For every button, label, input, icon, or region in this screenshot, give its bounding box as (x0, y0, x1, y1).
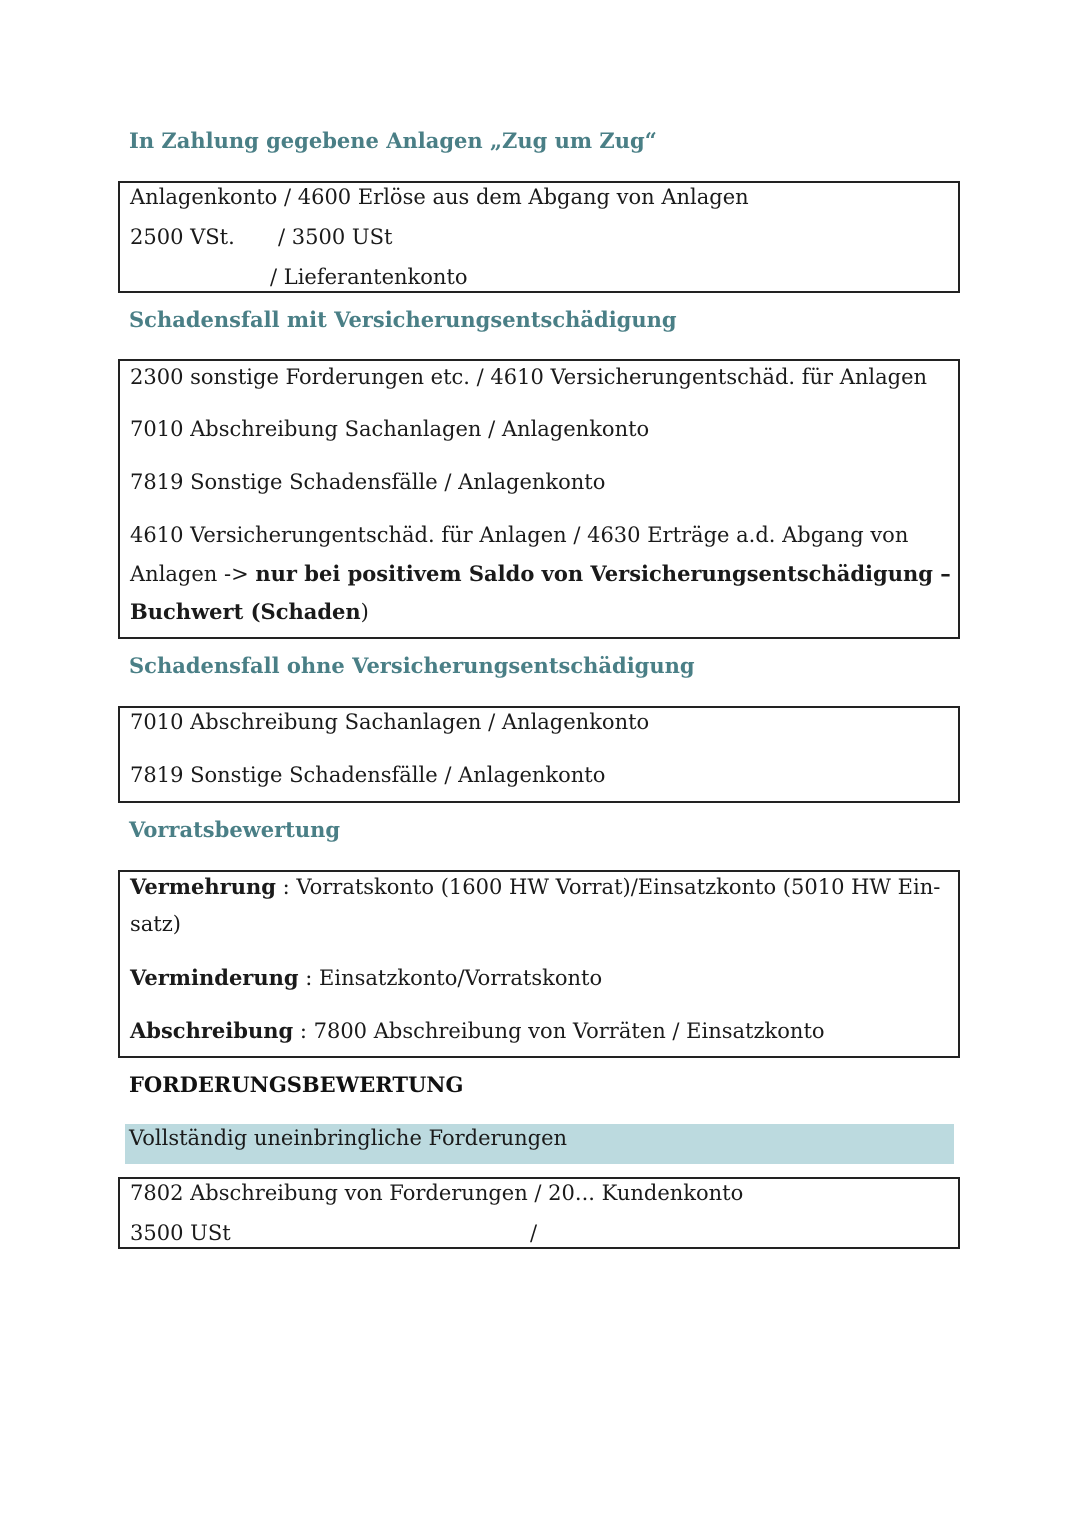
entry-text: : Einsatzkonto/Vorratskonto (298, 966, 603, 990)
entry-line: 7010 Abschreibung Sachanlagen / Anlagenkonto (130, 710, 650, 734)
entry-bold-text: Abschreibung (130, 1018, 294, 1043)
entry-line (130, 965, 602, 990)
subheading-shaded (125, 1124, 954, 1164)
entry-line: 2300 sonstige Forderungen etc. / 4610 Versicherungentschäd. für Anlagen (130, 365, 928, 389)
entry-line: Anlagenkonto / 4600 Erlöse aus dem Abgang von Anlagen (130, 185, 749, 209)
entry-bold-text: Vermehrung (130, 874, 276, 899)
entry-line: 4610 Versicherungentschäd. für Anlagen / 4630 Erträge a.d. Abgang von (130, 523, 909, 547)
entry-text: : 7800 Abschreibung von Vorräten / Einsatzkonto (293, 1019, 825, 1043)
entry-line (130, 874, 940, 899)
entry-slash: / (530, 1221, 538, 1245)
entry-line (130, 1018, 825, 1043)
entry-line: 3500 USt (130, 1221, 231, 1245)
heading-forderungsbewertung: FORDERUNGSBEWERTUNG (129, 1072, 464, 1097)
entry-line: / Lieferantenkonto (270, 265, 468, 289)
box-vorratsbewertung (118, 870, 960, 1058)
heading-vorratsbewertung: Vorratsbewertung (129, 817, 341, 842)
entry-text: Anlagen -> (130, 562, 256, 586)
entry-line: 7010 Abschreibung Sachanlagen / Anlagenkonto (130, 417, 650, 441)
box-forderungsbewertung (118, 1177, 960, 1249)
entry-line: / 3500 USt (278, 225, 393, 249)
heading-in-zahlung: In Zahlung gegebene Anlagen „Zug um Zug“ (129, 128, 657, 153)
entry-bold-text: Verminderung (130, 965, 299, 990)
entry-line: 2500 VSt. (130, 225, 235, 249)
entry-line: 7819 Sonstige Schadensfälle / Anlagenkonto (130, 470, 606, 494)
entry-line (130, 599, 369, 624)
entry-line (130, 561, 951, 586)
entry-bold-text: nur bei positivem Saldo von Versicherungsentschädigung – (255, 561, 951, 586)
box-mit-versicherung (118, 359, 960, 639)
heading-mit-versicherung: Schadensfall mit Versicherungsentschädigung (129, 307, 677, 332)
entry-text: : Vorratskonto (1600 HW Vorrat)/Einsatzkonto (5010 HW Ein- (275, 875, 941, 899)
heading-ohne-versicherung: Schadensfall ohne Versicherungsentschädigung (129, 653, 695, 678)
entry-line: 7802 Abschreibung von Forderungen / 20... Kundenkonto (130, 1181, 744, 1205)
entry-line: 7819 Sonstige Schadensfälle / Anlagenkonto (130, 763, 606, 787)
entry-text: ) (360, 600, 369, 624)
subheading-text: Vollständig uneinbringliche Forderungen (129, 1126, 568, 1150)
entry-bold-text: Buchwert (Schaden (130, 599, 361, 624)
entry-line: satz) (130, 912, 181, 936)
box-in-zahlung (118, 181, 960, 293)
box-ohne-versicherung (118, 706, 960, 803)
